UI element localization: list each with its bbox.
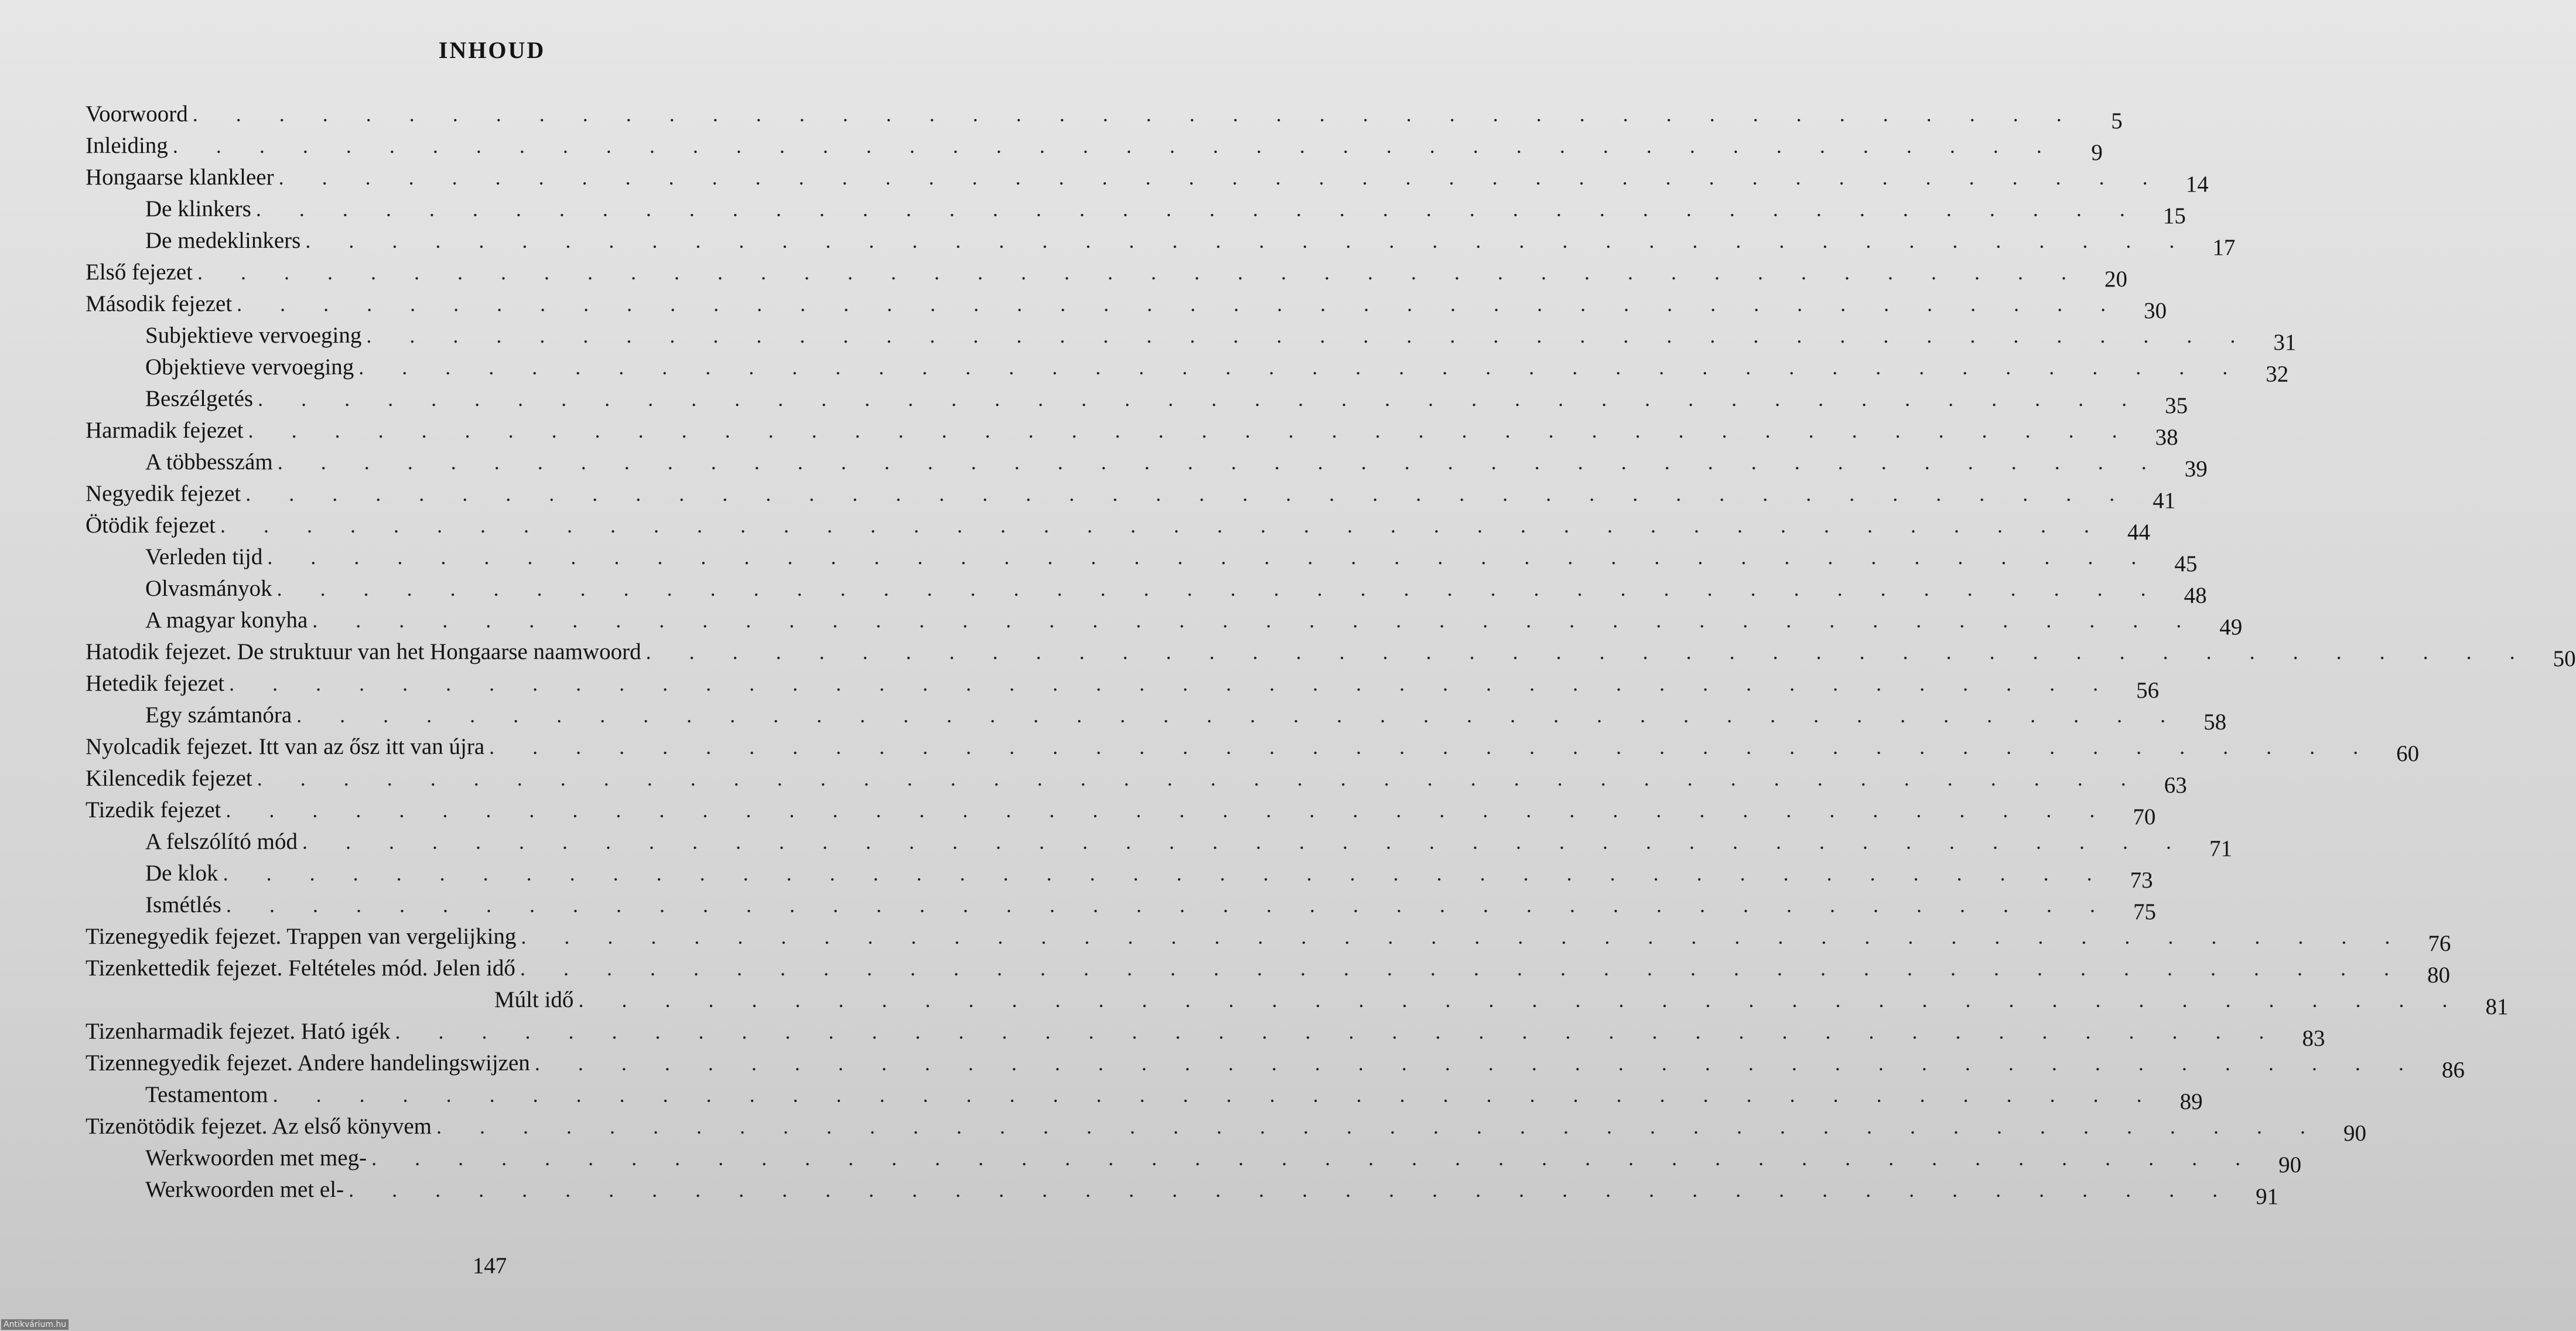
dot-leader: . . . . . . . . . . . . . . . . . . . . . . . . . . . . . . . . . . . . . . . . . . . .	[305, 229, 2191, 252]
toc-entry-title: Nyolcadik fejezet. Itt van az ősz itt van újra	[86, 734, 485, 759]
toc-entry-page: 86	[2441, 1057, 2465, 1083]
dot-leader: . . . . . . . . . . . . . . . . . . . . . . . . . . . . . . . . . . . . . . . . . . . .	[489, 735, 2375, 759]
toc-entry	[86, 257, 2127, 292]
toc-entry-page: 90	[2343, 1121, 2367, 1146]
toc-entry-title: Objektieve vervoeging	[145, 354, 354, 380]
dot-leader: . . . . . . . . . . . . . . . . . . . . . . . . . . . . . . . . . . . . . . . . . . . .	[223, 862, 2109, 885]
dot-leader: . . . . . . . . . . . . . . . . . . . . . . . . . . . . . . . . . . . . . . . . . . . .	[197, 261, 2083, 284]
dot-leader: . . . . . . . . . . . . . . . . . . . . . . . . . . . . . . . . . . . . . . . . . . . .	[296, 704, 2182, 727]
toc-subentry	[86, 446, 2208, 482]
toc-entry-title: Negyedik fejezet	[86, 481, 241, 506]
dot-leader: . . . . . . . . . . . . . . . . . . . . . . . . . . . . . . . . . . . . . . . . . . . .	[520, 957, 2406, 980]
dot-leader: . . . . . . . . . . . . . . . . . . . . . . . . . . . . . . . . . . . . . . . . . . . .	[534, 1052, 2420, 1075]
toc-entry-page: 38	[2155, 425, 2178, 450]
dot-leader: . . . . . . . . . . . . . . . . . . . . . . . . . . . . . . . . . . . . . . . . . . . .	[395, 1020, 2281, 1043]
dot-leader: . . . . . . . . . . . . . . . . . . . . . . . . . . . . . . . . . . . . . . . . . . . .	[312, 609, 2198, 632]
toc-entry-page: 15	[2162, 203, 2186, 228]
toc-entry	[86, 1111, 2367, 1146]
dot-leader: . . . . . . . . . . . . . . . . . . . . . . . . . . . . . . . . . . . . . . . . . . . .	[645, 640, 2531, 664]
dot-leader: . . . . . . . . . . . . . . . . . . . . . . . . . . . . . . . . . . . . . . . . . . . .	[349, 1178, 2235, 1202]
toc-entry-title: Tizedik fejezet	[86, 797, 221, 823]
dot-leader: . . . . . . . . . . . . . . . . . . . . . . . . . . . . . . . . . . . . . . . . . . . .	[258, 387, 2144, 411]
toc-subentry	[86, 699, 2227, 735]
toc-entry-page: 63	[2164, 773, 2187, 798]
toc-subentry	[86, 383, 2188, 418]
toc-entry-title: Voorwoord	[86, 101, 188, 127]
dot-leader: . . . . . . . . . . . . . . . . . . . . . . . . . . . . . . . . . . . . . . . . . . . .	[277, 451, 2163, 474]
toc-subentry	[86, 193, 2186, 228]
toc-entry-title: De medeklinkers	[145, 228, 301, 253]
table-of-contents	[86, 98, 2576, 1209]
toc-entry-title: Tizenkettedik fejezet. Feltételes mód. Jelen idő	[86, 955, 515, 981]
dot-leader: . . . . . . . . . . . . . . . . . . . . . . . . . . . . . . . . . . . . . . . . . . . .	[257, 767, 2143, 790]
page-heading: INHOUD	[438, 37, 546, 63]
toc-entry-title: Hatodik fejezet. De struktuur van het Hongaarse naamwoord	[86, 639, 641, 664]
toc-entry	[86, 130, 2103, 165]
toc-entry-page: 90	[2278, 1152, 2302, 1178]
toc-entry	[86, 668, 2160, 703]
dot-leader: . . . . . . . . . . . . . . . . . . . . . . . . . . . . . . . . . . . . . . . . . . . .	[272, 1083, 2158, 1107]
dot-leader: . . . . . . . . . . . . . . . . . . . . . . . . . . . . . . . . . . . . . . . . . . . .	[237, 292, 2123, 316]
dot-leader: . . . . . . . . . . . . . . . . . . . . . . . . . . . . . . . . . . . . . . . . . . . .	[226, 893, 2112, 917]
dot-leader: . . . . . . . . . . . . . . . . . . . . . . . . . . . . . . . . . . . . . . . . . . . .	[229, 672, 2115, 695]
dot-leader: . . . . . . . . . . . . . . . . . . . . . . . . . . . . . . . . . . . . . . . . . . . .	[276, 577, 2162, 600]
toc-entry	[86, 953, 2450, 988]
toc-subentry	[86, 605, 2243, 640]
toc-entry-page: 30	[2144, 298, 2167, 323]
toc-subentry	[86, 225, 2236, 260]
toc-subentry	[86, 889, 2156, 924]
dot-leader: . . . . . . . . . . . . . . . . . . . . . . . . . . . . . . . . . . . . . . . . . . . .	[172, 134, 2058, 158]
toc-entry-page: 14	[2185, 172, 2209, 197]
toc-entry-page: 50	[2553, 646, 2576, 671]
toc-entry-title: A felszólító mód	[145, 829, 298, 854]
toc-entry	[86, 98, 2123, 134]
toc-entry-page: 41	[2153, 488, 2176, 513]
dot-leader: . . . . . . . . . . . . . . . . . . . . . . . . . . . . . . . . . . . . . . . . . . . .	[267, 545, 2153, 569]
toc-entry	[86, 1047, 2465, 1083]
dot-leader: . . . . . . . . . . . . . . . . . . . . . . . . . . . . . . . . . . . . . . . . . . . .	[220, 514, 2106, 537]
toc-subentry	[86, 1142, 2302, 1178]
dot-leader: . . . . . . . . . . . . . . . . . . . . . . . . . . . . . . . . . . . . . . . . . . . .	[248, 419, 2134, 442]
toc-entry-title: Ismétlés	[145, 892, 221, 917]
toc-subentry	[86, 858, 2153, 893]
toc-entry-page: 80	[2427, 963, 2450, 988]
toc-subentry	[86, 573, 2207, 608]
toc-entry-title: Kilencedik fejezet	[86, 766, 252, 791]
toc-entry-title: Olvasmányok	[145, 576, 272, 601]
toc-entry-page: 83	[2302, 1026, 2325, 1051]
toc-entry	[86, 794, 2156, 830]
toc-entry-title: Subjektieve vervoeging	[145, 323, 362, 348]
watermark: Antikvárium.hu	[1, 1319, 69, 1330]
toc-entry-title: Tizenötödik fejezet. Az első könyvem	[86, 1114, 432, 1139]
toc-entry-title: Egy számtanóra	[145, 702, 292, 728]
toc-subentry	[86, 320, 2297, 355]
dot-leader: . . . . . . . . . . . . . . . . . . . . . . . . . . . . . . . . . . . . . . . . . . . .	[302, 830, 2188, 854]
toc-entry-page: 31	[2273, 330, 2297, 355]
dot-leader: . . . . . . . . . . . . . . . . . . . . . . . . . . . . . . . . . . . . . . . . . . . .	[245, 482, 2131, 506]
toc-subentry	[86, 351, 2289, 387]
dot-leader: . . . . . . . . . . . . . . . . . . . . . . . . . . . . . . . . . . . . . . . . . . . .	[278, 166, 2164, 189]
toc-entry	[86, 1016, 2325, 1051]
toc-entry-page: 75	[2133, 899, 2156, 924]
toc-entry	[86, 510, 2150, 545]
toc-entry-title: Werkwoorden met meg-	[145, 1145, 367, 1170]
toc-entry-title: De klok	[145, 861, 218, 886]
toc-entry-title: Múlt idő	[494, 987, 574, 1012]
toc-entry-title: Beszélgetés	[145, 386, 254, 411]
toc-entry-page: 32	[2266, 361, 2289, 387]
toc-entry-page: 71	[2209, 836, 2232, 861]
toc-entry-page: 9	[2091, 140, 2103, 165]
toc-entry	[86, 921, 2451, 956]
toc-entry-page: 44	[2127, 520, 2150, 545]
toc-entry-page: 73	[2130, 868, 2153, 893]
toc-entry-title: A magyar konyha	[145, 608, 308, 633]
toc-entry-page: 48	[2184, 583, 2207, 608]
toc-entry-page: 89	[2179, 1089, 2203, 1114]
toc-entry-title: Tizenharmadik fejezet. Ható igék	[86, 1019, 391, 1044]
dot-leader: . . . . . . . . . . . . . . . . . . . . . . . . . . . . . . . . . . . . . . . . . . . .	[358, 356, 2244, 379]
toc-entry	[86, 288, 2167, 323]
dot-leader: . . . . . . . . . . . . . . . . . . . . . . . . . . . . . . . . . . . . . . . . . . . .	[366, 324, 2252, 347]
dot-leader: . . . . . . . . . . . . . . . . . . . . . . . . . . . . . . . . . . . . . . . . . . . .	[521, 925, 2407, 948]
toc-entry-title: Tizennegyedik fejezet. Andere handelingswijzen	[86, 1050, 530, 1076]
dot-leader: . . . . . . . . . . . . . . . . . . . . . . . . . . . . . . . . . . . . . . . . . . . .	[192, 103, 2078, 126]
toc-entry-title: Inleiding	[86, 133, 168, 158]
toc-entry-title: Werkwoorden met el-	[145, 1177, 344, 1202]
toc-entry	[86, 763, 2187, 798]
toc-entry-page: 35	[2165, 393, 2188, 418]
toc-entry-title: Hongaarse klankleer	[86, 165, 274, 190]
dot-leader: . . . . . . . . . . . . . . . . . . . . . . . . . . . . . . . . . . . . . . . . . . . .	[436, 1115, 2322, 1138]
toc-entry-page: 45	[2174, 551, 2198, 576]
toc-entry-page: 5	[2111, 108, 2123, 134]
toc-entry-title: De klinkers	[145, 196, 251, 221]
toc-entry	[86, 731, 2420, 766]
toc-entry-page: 76	[2428, 931, 2451, 956]
toc-subentry	[86, 826, 2232, 861]
dot-leader: . . . . . . . . . . . . . . . . . . . . . . . . . . . . . . . . . . . . . . . . . . . .	[226, 798, 2112, 822]
toc-entry-title: Első fejezet	[86, 260, 193, 285]
toc-entry-title: A többesszám	[145, 449, 273, 475]
toc-entry-page: 20	[2104, 267, 2127, 292]
toc-entry	[86, 478, 2176, 513]
toc-subentry	[86, 1174, 2279, 1209]
toc-entry-title: Ötödik fejezet	[86, 513, 216, 538]
toc-entry-page: 70	[2133, 804, 2156, 830]
toc-entry-title: Tizenegyedik fejezet. Trappen van vergelijking	[86, 924, 517, 949]
toc-entry-page: 17	[2212, 235, 2236, 260]
toc-entry	[86, 415, 2178, 450]
toc-entry-page: 91	[2256, 1184, 2279, 1209]
toc-entry-page: 58	[2203, 709, 2227, 735]
toc-entry-page: 81	[2485, 994, 2509, 1019]
toc-subentry	[86, 1079, 2203, 1114]
toc-entry	[86, 636, 2576, 671]
toc-entry	[86, 162, 2209, 197]
page-number: 147	[472, 1253, 507, 1278]
toc-entry-title: Verleden tijd	[145, 544, 263, 569]
toc-entry-title: Hetedik fejezet	[86, 671, 225, 696]
toc-entry-title: Második fejezet	[86, 291, 233, 316]
dot-leader: . . . . . . . . . . . . . . . . . . . . . . . . . . . . . . . . . . . . . . . . . . . .	[371, 1146, 2257, 1170]
toc-subentry	[86, 541, 2198, 576]
toc-entry-page: 56	[2136, 678, 2160, 703]
toc-entry-title: Testamentom	[145, 1082, 268, 1107]
toc-subentry	[86, 984, 2509, 1019]
dot-leader: . . . . . . . . . . . . . . . . . . . . . . . . . . . . . . . . . . . . . . . . . . . .	[578, 988, 2464, 1012]
toc-entry-page: 49	[2219, 615, 2243, 640]
toc-entry-title: Harmadik fejezet	[86, 418, 244, 443]
dot-leader: . . . . . . . . . . . . . . . . . . . . . . . . . . . . . . . . . . . . . . . . . . . .	[255, 197, 2141, 221]
toc-entry-page: 60	[2396, 741, 2420, 766]
toc-entry-page: 39	[2184, 456, 2208, 482]
